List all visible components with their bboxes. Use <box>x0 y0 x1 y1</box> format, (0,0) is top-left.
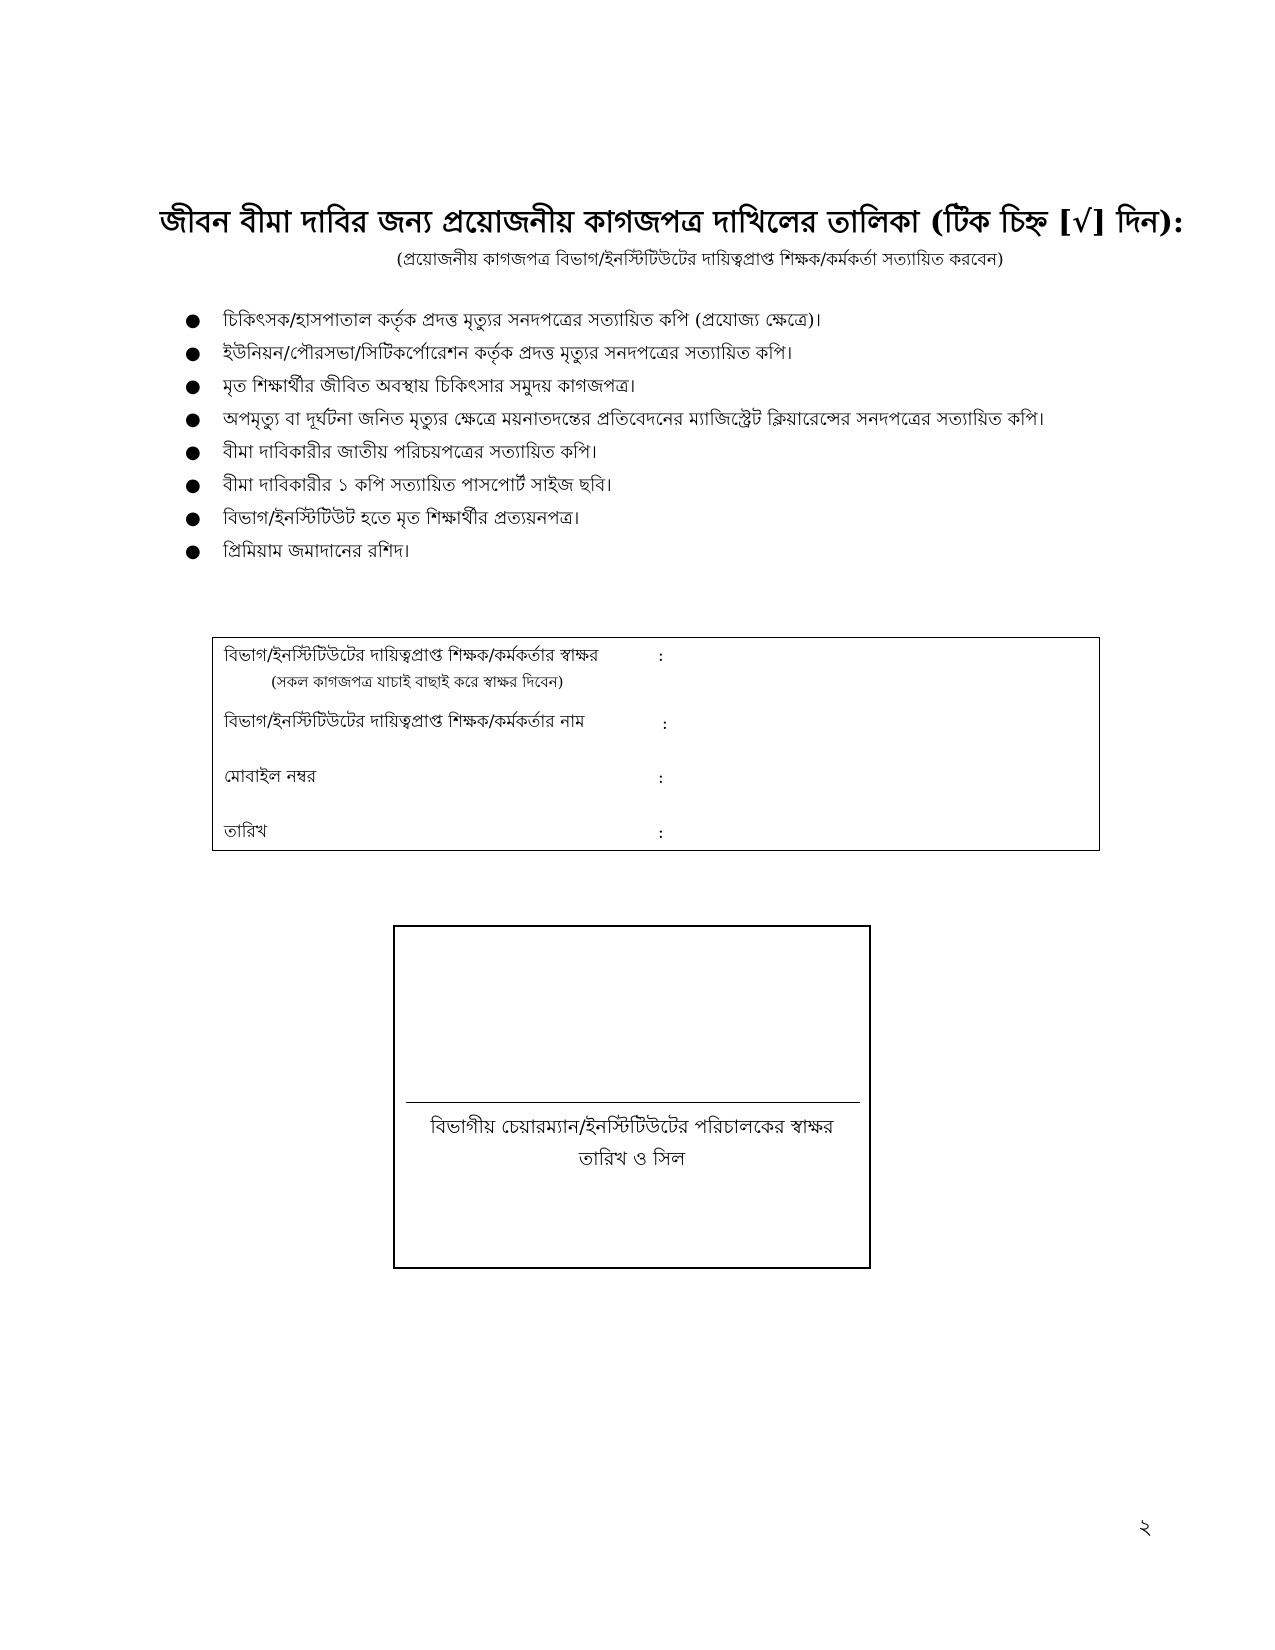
checklist-item-text: বীমা দাবিকারীর জাতীয় পরিচয়পত্রের সত্যায়িত কপি। <box>223 442 597 463</box>
checklist-item-text: মৃত শিক্ষার্থীর জীবিত অবস্থায় চিকিৎসার সমুদয় কাগজপত্র। <box>223 376 636 397</box>
bullet-icon: ● <box>185 475 201 496</box>
document-checklist <box>185 306 1115 570</box>
bullet-icon: ● <box>185 310 201 331</box>
checklist-item <box>185 372 1115 405</box>
officer-name-colon: : <box>662 714 668 734</box>
checklist-item-text: প্রিমিয়াম জমাদানের রশিদ। <box>223 541 410 562</box>
bullet-icon: ● <box>185 541 201 562</box>
page-number: ২ <box>1138 1515 1153 1540</box>
bullet-icon: ● <box>185 376 201 397</box>
signature-caption <box>395 1111 869 1175</box>
officer-name-label: বিভাগ/ইনস্টিটিউটের দায়িত্বপ্রাপ্ত শিক্ষক/কর্মকর্তার নাম <box>224 712 585 732</box>
date-seal-label: তারিখ ও সিল <box>578 1148 686 1170</box>
date-colon: : <box>658 823 664 843</box>
checklist-item-text: ইউনিয়ন/পৌরসভা/সিটিকর্পোরেশন কর্তৃক প্রদত্ত মৃত্যুর সনদপত্রের সত্যায়িত কপি। <box>223 343 793 364</box>
bullet-icon: ● <box>185 409 201 430</box>
bullet-icon: ● <box>185 442 201 463</box>
checklist-item <box>185 438 1115 471</box>
checklist-item <box>185 339 1115 372</box>
mobile-number-colon: : <box>658 768 664 788</box>
checklist-item <box>185 537 1115 570</box>
checklist-item-text: বীমা দাবিকারীর ১ কপি সত্যায়িত পাসপোর্ট সাইজ ছবি। <box>223 475 612 496</box>
checklist-item <box>185 504 1115 537</box>
officer-signature-note: (সকল কাগজপত্র যাচাই বাছাই করে স্বাক্ষর দিবেন) <box>271 673 564 691</box>
page-title: জীবন বীমা দাবির জন্য প্রয়োজনীয় কাগজপত্র দাখিলের তালিকা (টিক চিহ্ন [√] দিন): <box>160 205 1184 240</box>
bullet-icon: ● <box>185 508 201 529</box>
date-label: তারিখ <box>224 822 268 842</box>
bullet-icon: ● <box>185 343 201 364</box>
page-subtitle: (প্রয়োজনীয় কাগজপত্র বিভাগ/ইনস্টিটিউটের দায়িত্বপ্রাপ্ত শিক্ষক/কর্মকর্তা সত্যায়িত করবেন) <box>396 250 1004 270</box>
chairman-signature-box <box>393 925 871 1269</box>
checklist-item <box>185 471 1115 504</box>
mobile-number-label: মোবাইল নম্বর <box>224 767 317 787</box>
officer-signature-label: বিভাগ/ইনস্টিটিউটের দায়িত্বপ্রাপ্ত শিক্ষক/কর্মকর্তার স্বাক্ষর <box>224 646 599 666</box>
checklist-item-text: অপমৃত্যু বা দূর্ঘটনা জনিত মৃত্যুর ক্ষেত্রে ময়নাতদন্তের প্রতিবেদনের ম্যাজিস্ট্রেট ক্লিয়ারেন্সের সনদপত্রের সত্যায়িত কপি। <box>223 409 1045 430</box>
officer-info-box <box>212 637 1100 851</box>
checklist-item-text: চিকিৎসক/হাসপাতাল কর্তৃক প্রদত্ত মৃত্যুর সনদপত্রের সত্যায়িত কপি (প্রযোজ্য ক্ষেত্রে)। <box>223 310 821 331</box>
officer-signature-colon: : <box>658 646 664 666</box>
checklist-item <box>185 405 1115 438</box>
signature-line <box>406 1102 860 1103</box>
checklist-item-text: বিভাগ/ইনস্টিটিউট হতে মৃত শিক্ষার্থীর প্রত্যয়নপত্র। <box>223 508 580 529</box>
chairman-signature-label: বিভাগীয় চেয়ারম্যান/ইনস্টিটিউটের পরিচালকের স্বাক্ষর <box>430 1116 834 1138</box>
checklist-item <box>185 306 1115 339</box>
